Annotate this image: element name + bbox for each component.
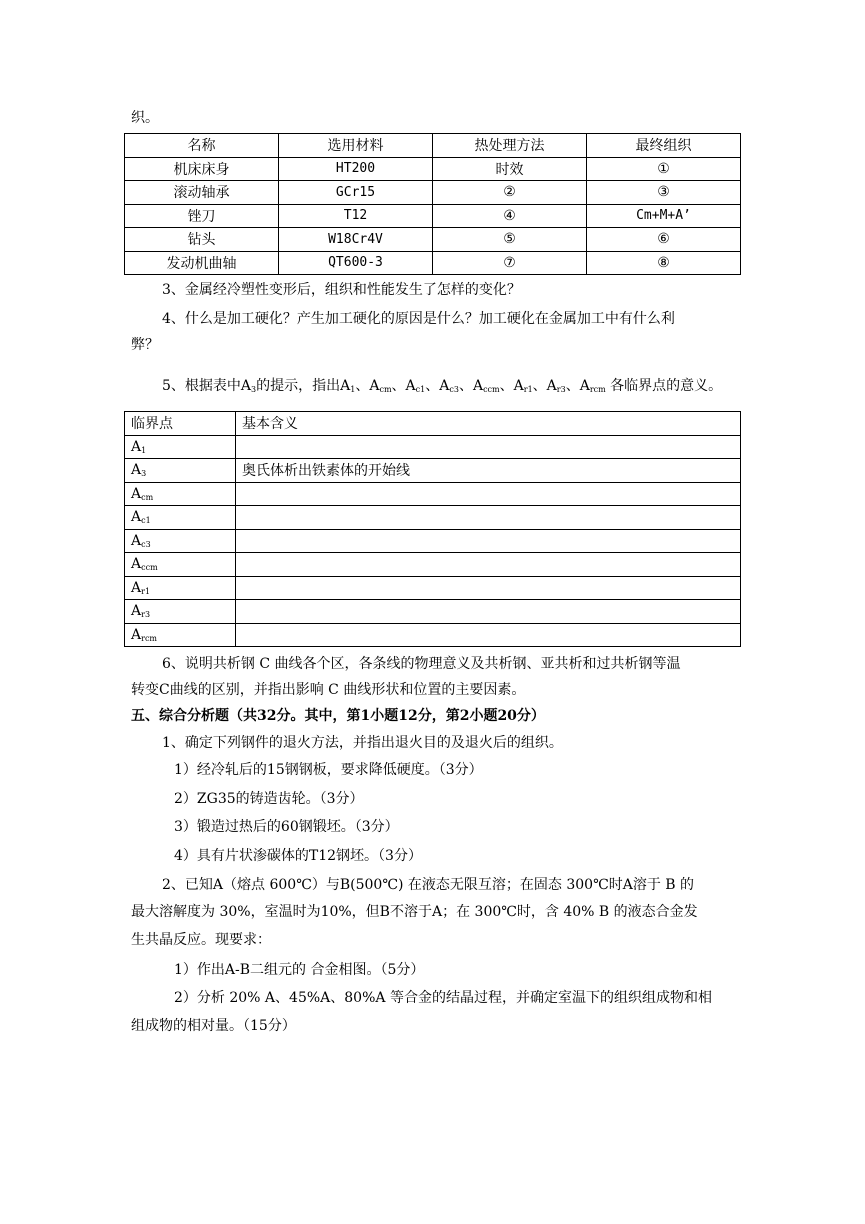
table-cell: ② [433,181,587,205]
critical-point-symbol [125,623,236,647]
table-row [125,600,741,624]
symbol: A [131,556,142,573]
header-cell: 基本含义 [236,412,741,436]
header-cell: 临界点 [125,412,236,436]
subscript: c3 [449,385,459,394]
table-row [125,251,741,275]
q5-text: 、A [391,378,416,394]
critical-point-symbol [125,459,236,483]
meaning-cell [236,623,741,647]
q5-text: 的提示，指出A [256,378,351,394]
question-4-line-2: 弊？ [131,337,159,353]
table-row [125,459,741,483]
meaning-cell [236,600,741,624]
symbol: A [131,579,142,596]
question-6-line-2: 转变C曲线的区别，并指出影响 C 曲线形状和位置的主要因素。 [131,682,526,698]
table-cell: ④ [433,204,587,228]
critical-point-symbol [125,435,236,459]
table-row [125,228,741,252]
subscript: r1 [523,385,533,394]
table-cell: 机床床身 [125,157,279,181]
table-row [125,181,741,205]
meaning-cell [236,553,741,577]
subscript: ccm [141,563,158,573]
critical-point-symbol [125,529,236,553]
q5-text: 、A [565,378,590,394]
table-cell: 时效 [433,157,587,181]
table-cell: 发动机曲轴 [125,251,279,275]
meaning-cell [236,529,741,553]
subscript: 3 [141,469,147,479]
meaning-cell [236,435,741,459]
q5-text: 各临界点的意义。 [605,378,723,394]
table-cell: ⑦ [433,251,587,275]
table-cell: 钻头 [125,228,279,252]
list-item: 1）经冷轧后的15钢钢板，要求降低硬度。（3分） [174,762,483,778]
critical-point-table [124,411,741,647]
subscript: c1 [415,385,426,394]
header-cell: 最终组织 [587,134,741,158]
table-row [125,157,741,181]
material-table [124,133,741,275]
subscript: r3 [141,610,151,620]
table-row [125,553,741,577]
critical-point-symbol [125,482,236,506]
q5-text: 、A [425,378,450,394]
subscript: rcm [141,633,158,643]
critical-point-symbol [125,506,236,530]
header-cell: 热处理方法 [433,134,587,158]
critical-point-symbol [125,600,236,624]
question-5 [162,376,722,396]
symbol: A [131,603,142,620]
table-cell: 滚动轴承 [125,181,279,205]
table-row [125,623,741,647]
table-row [125,506,741,530]
section-5-question-2-line-1: 2、已知A（熔点 600℃）与B(500℃) 在液态无限互溶；在固态 300℃时A溶于 B 的 [162,877,695,893]
subscript: cm [141,492,154,502]
section-5-title: 五、综合分析题（共32分。其中，第1小题12分，第2小题20分） [131,708,545,724]
table-cell: ③ [587,181,741,205]
question-3: 3、金属经冷塑性变形后，组织和性能发生了怎样的变化？ [162,282,521,298]
subscript: 1 [141,445,147,455]
subscript: c1 [141,516,151,526]
symbol: A [131,462,142,479]
meaning-cell [236,576,741,600]
meaning-cell: 奥氏体析出铁素体的开始线 [236,459,741,483]
table-cell: ① [587,157,741,181]
q5-text: 、A [458,378,484,394]
subscript: 3 [251,385,257,394]
list-item: 3）锻造过热后的60钢锻坯。（3分） [174,819,399,835]
table-cell: HT200 [279,157,433,181]
list-item: 2）ZG35的铸造齿轮。（3分） [174,791,364,807]
table-cell: ⑤ [433,228,587,252]
q5-text: 、A [499,378,524,394]
section-5-question-2-line-3: 生共晶反应。现要求： [131,932,271,948]
list-item: 1）作出A-B二组元的 合金相图。（5分） [174,962,425,978]
critical-point-symbol [125,576,236,600]
section-5-question-1: 1、确定下列钢件的退火方法，并指出退火目的及退火后的组织。 [162,735,563,751]
header-cell: 选用材料 [279,134,433,158]
table-row [125,435,741,459]
subscript: r3 [556,385,566,394]
table-cell: Cm+M+A’ [587,204,741,228]
table-cell: 锉刀 [125,204,279,228]
symbol: A [131,532,142,549]
q5-text: 5、根据表中A [162,378,252,394]
q5-text: 、A [532,378,557,394]
table-cell: QT600-3 [279,251,433,275]
header-cell: 名称 [125,134,279,158]
subscript: c3 [141,539,151,549]
subscript: r1 [141,586,151,596]
subscript: cm [379,385,392,394]
q5-text: 、A [355,378,380,394]
meaning-cell [236,482,741,506]
critical-point-symbol [125,553,236,577]
symbol: A [131,626,142,643]
text-fragment: 织。 [131,110,159,126]
question-4-line-1: 4、什么是加工硬化？产生加工硬化的原因是什么？加工硬化在金属加工中有什么利 [162,311,675,327]
table-cell: ⑧ [587,251,741,275]
table-header-row [125,412,741,436]
table-cell: T12 [279,204,433,228]
table-row [125,204,741,228]
table-row [125,529,741,553]
table-row [125,482,741,506]
subscript: rcm [589,385,606,394]
symbol: A [131,438,142,455]
subscript: ccm [483,385,500,394]
table-header-row [125,134,741,158]
subscript: 1 [350,385,356,394]
symbol: A [131,509,142,526]
list-item-continuation: 组成物的相对量。（15分） [131,1018,296,1034]
meaning-cell [236,506,741,530]
table-cell: W18Cr4V [279,228,433,252]
section-5-question-2-line-2: 最大溶解度为 30%，室温时为10%，但B不溶于A；在 300℃时，含 40% B 的液态合金发 [131,904,698,920]
list-item: 2）分析 20% A、45%A、80%A 等合金的结晶过程，并确定室温下的组织组成物和相 [174,990,712,1006]
table-row [125,576,741,600]
question-6-line-1: 6、说明共析钢 C 曲线各个区，各条线的物理意义及共析钢、亚共析和过共析钢等温 [162,656,681,672]
table-cell: GCr15 [279,181,433,205]
list-item: 4）具有片状渗碳体的T12钢坯。（3分） [174,848,422,864]
table-cell: ⑥ [587,228,741,252]
symbol: A [131,485,142,502]
